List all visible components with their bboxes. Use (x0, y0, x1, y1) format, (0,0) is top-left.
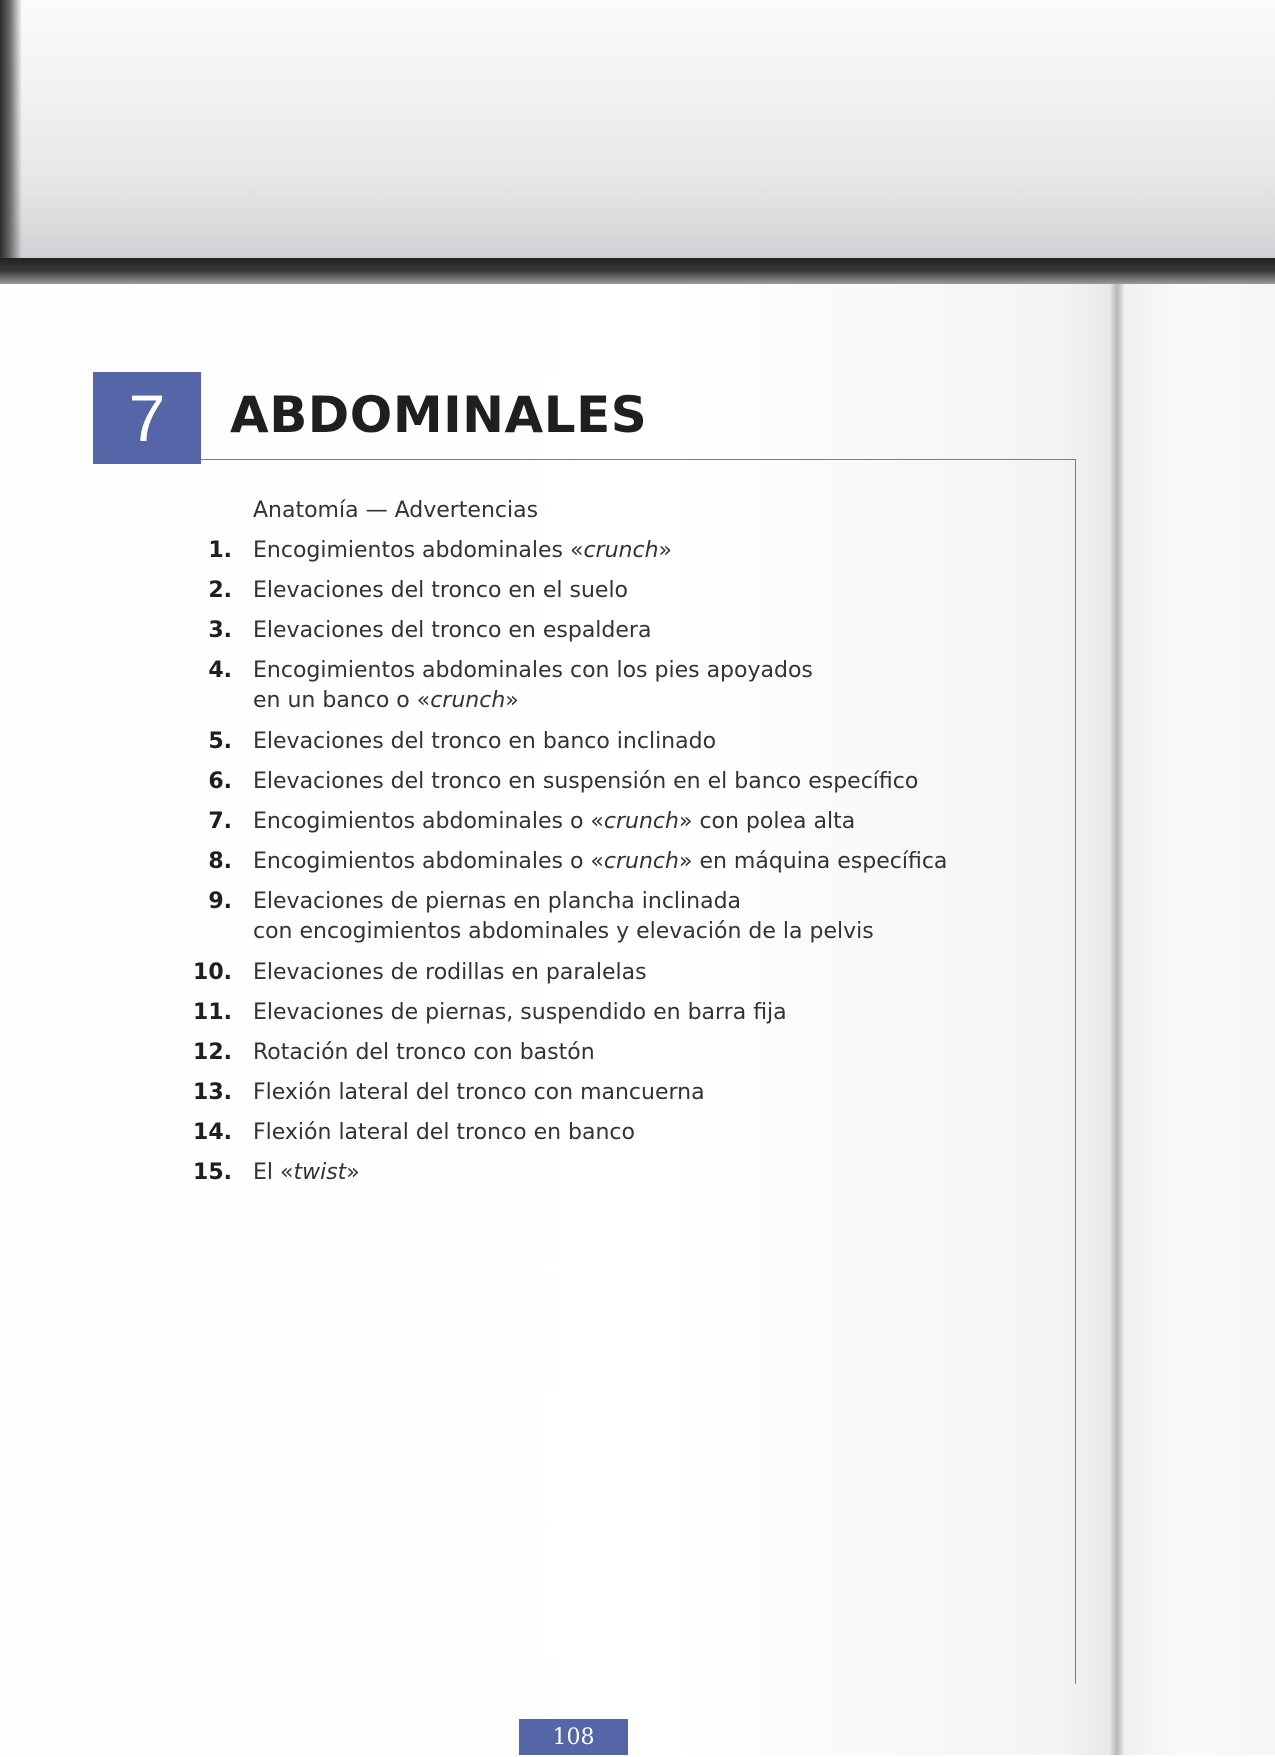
toc-item-text-pre: Elevaciones del tronco en suspensión en el banco específico (253, 769, 919, 794)
toc-item-text-pre: Encogimientos abdominales « (253, 538, 584, 563)
toc-item-number: 2. (208, 578, 232, 603)
toc-item-text (253, 887, 1053, 947)
toc-item-text-line2 (253, 686, 1053, 716)
toc-item-text-post: » con polea alta (678, 809, 856, 834)
toc-item-text (253, 727, 1053, 757)
toc-item-number: 7. (208, 809, 232, 834)
toc-item-text-pre: Flexión lateral del tronco en banco (253, 1120, 635, 1145)
toc-item-text (253, 536, 1053, 566)
toc-item-text (253, 1038, 1053, 1068)
toc-item-number: 14. (193, 1120, 232, 1145)
toc-item-text-pre: Elevaciones de piernas, suspendido en barra fija (253, 1000, 787, 1025)
toc-item-number: 13. (193, 1080, 232, 1105)
toc-item-text (253, 1078, 1053, 1108)
toc-item-text-post: » en máquina específica (678, 849, 948, 874)
toc-item-text (253, 847, 1053, 877)
toc-item-text-pre: Elevaciones del tronco en banco inclinado (253, 729, 717, 754)
toc-item-number: 6. (208, 769, 232, 794)
toc-item-text-pre: Encogimientos abdominales o « (253, 809, 604, 834)
frame-right-rule (1075, 459, 1076, 1684)
toc-item-text-pre: Elevaciones del tronco en el suelo (253, 578, 629, 603)
toc-item-text-line2-post: » (505, 688, 519, 713)
toc-item-text-pre: Encogimientos abdominales con los pies apoyados (253, 658, 813, 683)
chapter-number: 7 (128, 381, 166, 455)
toc-item-number: 15. (193, 1160, 232, 1185)
toc-item-text-pre: Flexión lateral del tronco con mancuerna (253, 1080, 705, 1105)
toc-item-text-emphasis: crunch (603, 849, 679, 874)
scanner-edge (0, 0, 22, 285)
chapter-title: ABDOMINALES (230, 386, 648, 444)
toc-item-text-pre: Encogimientos abdominales o « (253, 849, 604, 874)
right-page (1124, 284, 1275, 1755)
toc-item-text-emphasis: crunch (603, 809, 679, 834)
toc-item-number: 11. (193, 1000, 232, 1025)
toc-item-text (253, 1118, 1053, 1148)
toc-item-text (253, 576, 1053, 606)
toc-item-number: 3. (208, 618, 232, 643)
toc-item-text-emphasis: twist (293, 1160, 347, 1185)
toc-item-text-pre: Elevaciones de rodillas en paralelas (253, 960, 647, 985)
page-number: 108 (519, 1719, 628, 1755)
toc-item-text (253, 998, 1053, 1028)
toc-item-number: 5. (208, 729, 232, 754)
toc-item-text-pre: El « (253, 1160, 294, 1185)
chapter-number-box (93, 372, 201, 464)
frame-top-rule (201, 459, 1075, 460)
toc-item-text (253, 767, 1053, 797)
toc-item-number: 4. (208, 658, 232, 683)
toc-intro-text: Anatomía — Advertencias (253, 498, 539, 523)
toc-item-text-post: » (346, 1160, 360, 1185)
toc-item-text (253, 958, 1053, 988)
toc-item-text (253, 656, 1053, 716)
toc-item-text (253, 616, 1053, 646)
toc-item-text-emphasis: crunch (583, 538, 659, 563)
page-edge-shadow (0, 258, 1275, 284)
toc-item-number: 1. (208, 538, 232, 563)
toc-item-number: 12. (193, 1040, 232, 1065)
toc-item-text-line2-emphasis: crunch (430, 688, 506, 713)
toc-item-text-post: » (658, 538, 672, 563)
toc-item-text-pre: Elevaciones de piernas en plancha inclinada (253, 889, 742, 914)
scanner-background (0, 0, 1275, 262)
book-gutter (1110, 284, 1124, 1755)
toc-item-text-line2: con encogimientos abdominales y elevación de la pelvis (253, 919, 874, 944)
toc-item-text (253, 1158, 1053, 1188)
toc-item-number: 10. (193, 960, 232, 985)
toc-item-text-line2-pre: en un banco o « (253, 688, 431, 713)
toc-item-text-pre: Rotación del tronco con bastón (253, 1040, 595, 1065)
toc-item-number: 9. (208, 889, 232, 914)
toc-item-number: 8. (208, 849, 232, 874)
toc-item-text (253, 807, 1053, 837)
toc-item-text-pre: Elevaciones del tronco en espaldera (253, 618, 652, 643)
